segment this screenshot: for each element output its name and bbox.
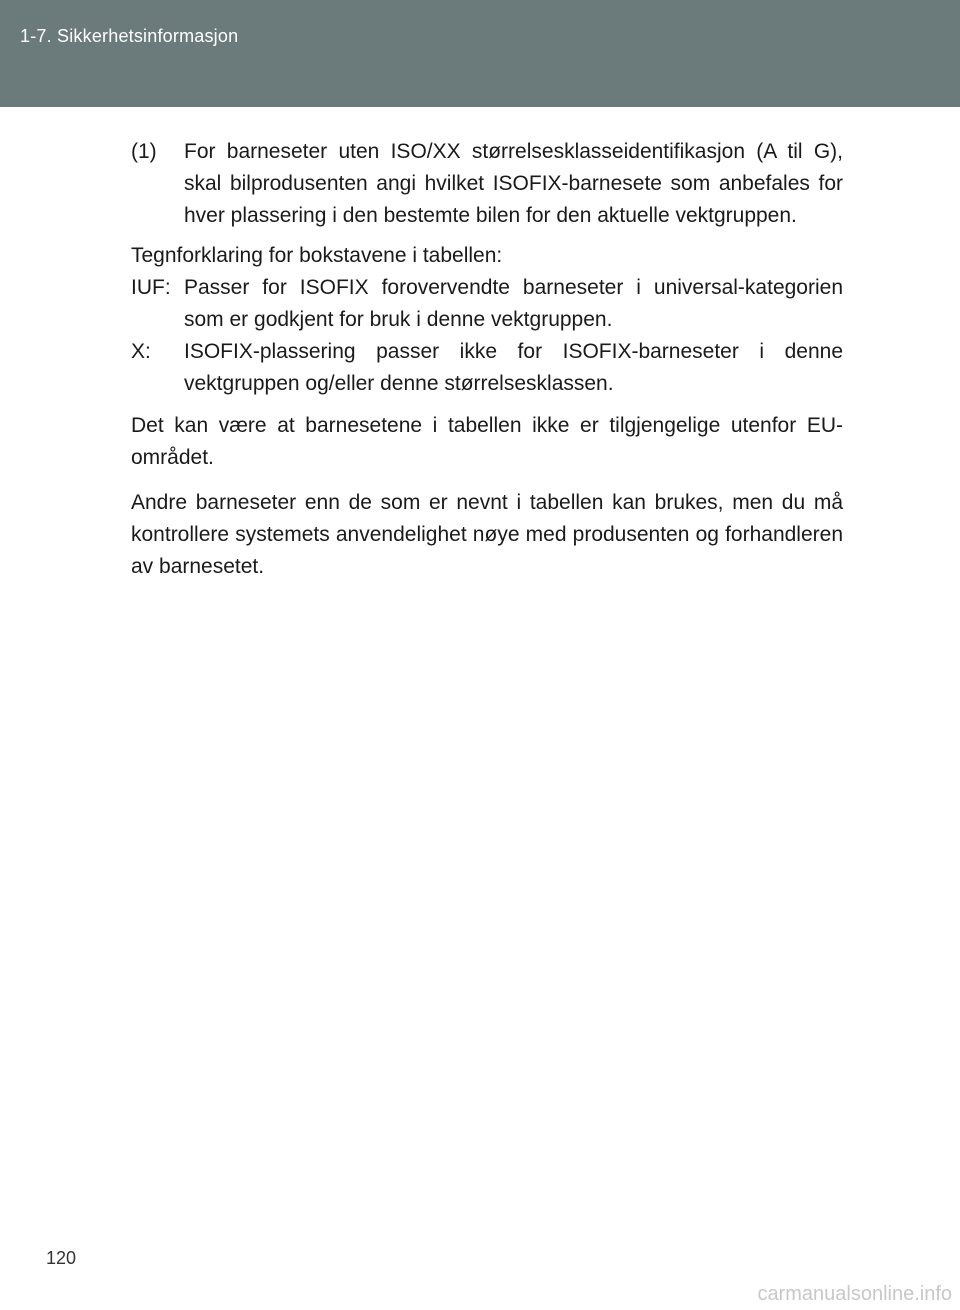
note-text: For barneseter uten ISO/XX størrelsesklasseidentifikasjon (A til G), skal bilprodusenten angi hvilket ISOFIX-barnesete som anbefales for hver plassering i den bestemte bilen for den aktuelle vektgruppen. <box>184 140 843 227</box>
note-label: (1) <box>131 140 157 163</box>
paragraph-availability: Det kan være at barnesetene i tabellen ikke er tilgjengelige utenfor EU-området. <box>131 414 843 469</box>
legend-item-x <box>131 336 843 400</box>
legend-intro: Tegnforklaring for bokstavene i tabellen: <box>131 244 503 267</box>
page-number: 120 <box>46 1248 77 1268</box>
page-content <box>131 136 843 583</box>
legend-text: ISOFIX-plassering passer ikke for ISOFIX-barneseter i denne vektgruppen og/eller denne størrelsesklassen. <box>184 340 843 395</box>
watermark: carmanualsonline.info <box>757 1283 952 1305</box>
legend-label: IUF: <box>131 276 171 299</box>
section-title: 1-7. Sikkerhetsinformasjon <box>20 26 239 46</box>
section-header-bar <box>0 0 960 107</box>
legend-item-iuf <box>131 272 843 336</box>
note-item <box>131 136 843 232</box>
paragraph-other-seats: Andre barneseter enn de som er nevnt i tabellen kan brukes, men du må kontrollere systemets anvendelighet nøye med produsenten og forhandleren av barnesetet. <box>131 491 843 578</box>
legend-label: X: <box>131 340 151 363</box>
legend-text: Passer for ISOFIX forovervendte barneseter i universal-kategorien som er godkjent for bruk i denne vektgruppen. <box>184 276 843 331</box>
